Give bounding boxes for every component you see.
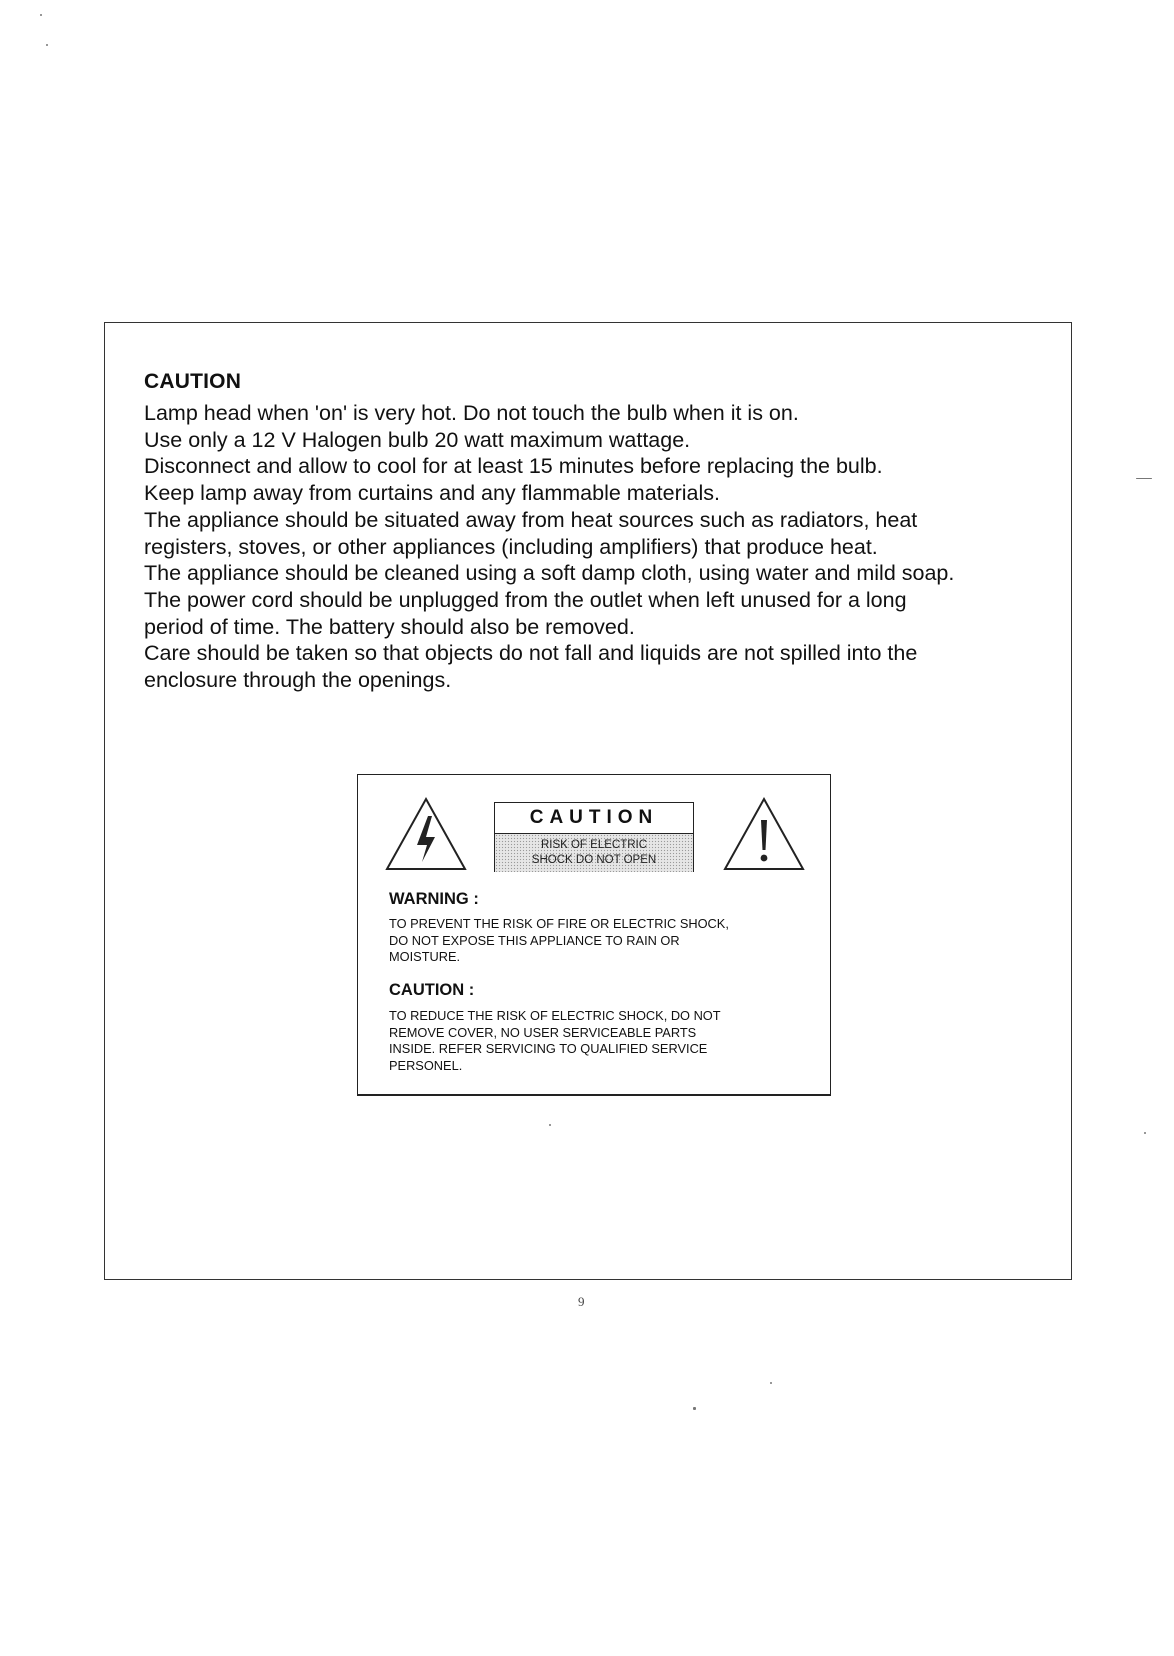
warning-heading: WARNING : [389,890,479,908]
exclamation-triangle-icon [722,796,806,877]
caution-line: REMOVE COVER, NO USER SERVICEABLE PARTS [389,1024,697,1040]
instruction-line: The appliance should be situated away from heat sources such as radiators, heat [144,507,918,532]
instruction-line: enclosure through the openings. [144,668,452,693]
badge-subtitle-line: RISK OF ELECTRIC [540,839,648,851]
instruction-line: registers, stoves, or other appliances (including amplifiers) that produce heat. [144,534,878,559]
scan-speck [46,44,48,46]
caution-heading: CAUTION [144,370,242,393]
label-caution-heading: CAUTION : [389,981,475,999]
instruction-line: Use only a 12 V Halogen bulb 20 watt maximum wattage. [144,427,691,452]
lightning-bolt-triangle-icon [384,796,468,877]
scan-speck [770,1382,772,1384]
warning-line: DO NOT EXPOSE THIS APPLIANCE TO RAIN OR [389,932,680,948]
caution-line: INSIDE. REFER SERVICING TO QUALIFIED SERVICE [389,1041,708,1056]
caution-line: PERSONEL. [389,1057,463,1073]
scan-speck [40,14,42,16]
instruction-line: Lamp head when 'on' is very hot. Do not touch the bulb when it is on. [144,401,799,425]
instruction-line: Care should be taken so that objects do not fall and liquids are not spilled into the [144,641,918,666]
scan-speck [1144,1132,1146,1134]
caution-badge-title: CAUTION [495,803,693,834]
instruction-line: The appliance should be cleaned using a soft damp cloth, using water and mild soap. [144,561,955,586]
instruction-line: The power cord should be unplugged from the outlet when left unused for a long [144,587,907,612]
warning-line: TO PREVENT THE RISK OF FIRE OR ELECTRIC SHOCK, [389,916,729,931]
instruction-line: Disconnect and allow to cool for at least 15 minutes before replacing the bulb. [144,454,883,479]
warning-text [389,916,829,966]
caution-line: TO REDUCE THE RISK OF ELECTRIC SHOCK, DO NOT [389,1008,721,1023]
label-caution-text [389,1008,829,1074]
caution-badge [494,802,694,872]
scan-speck [1136,478,1152,479]
scan-speck [549,1124,551,1126]
caution-badge-subtitle [495,834,693,872]
instruction-line: period of time. The battery should also be removed. [144,614,635,639]
warning-line: MOISTURE. [389,949,461,964]
scan-speck [693,1407,696,1410]
caution-instructions [144,400,1064,694]
badge-subtitle-line: SHOCK DO NOT OPEN [531,854,657,866]
instruction-line: Keep lamp away from curtains and any flammable materials. [144,481,720,506]
page-number: 9 [578,1294,585,1309]
